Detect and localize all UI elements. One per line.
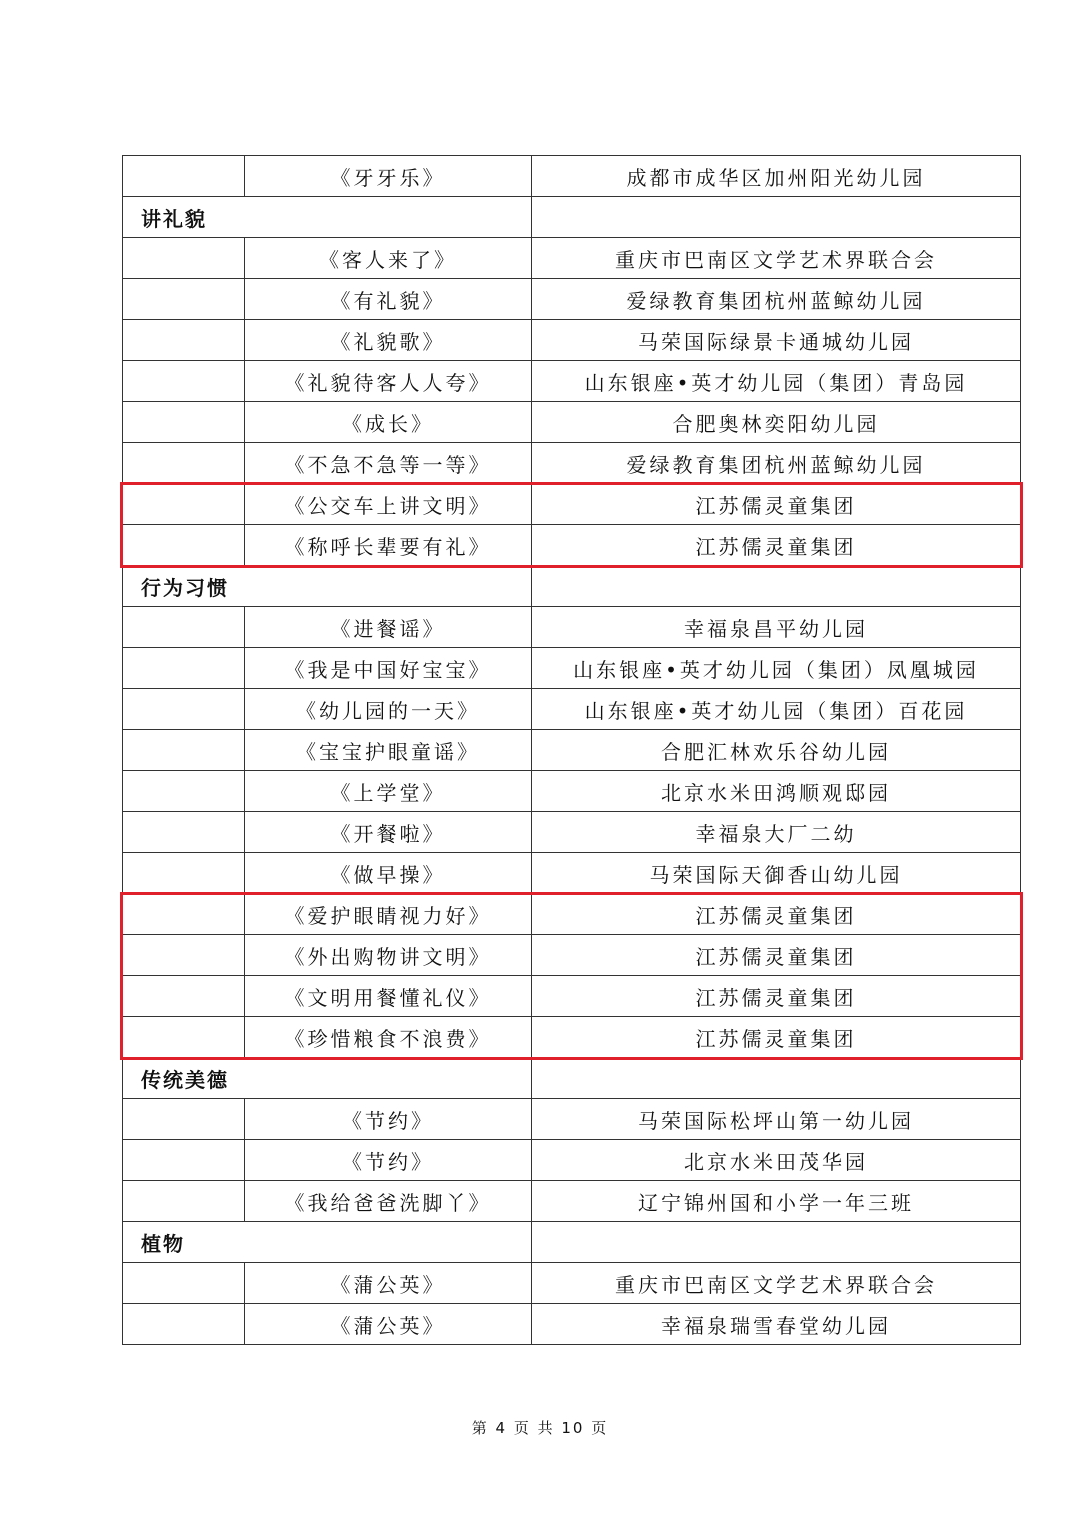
table-row xyxy=(123,771,1021,812)
empty-category-cell xyxy=(123,279,245,320)
category-label: 讲礼貌 xyxy=(123,197,532,238)
organization-name: 山东银座•英才幼儿园（集团）百花园 xyxy=(532,689,1021,730)
organization-name: 山东银座•英才幼儿园（集团）青岛园 xyxy=(532,361,1021,402)
empty-category-cell xyxy=(123,320,245,361)
table-row xyxy=(123,812,1021,853)
organization-name: 合肥汇林欢乐谷幼儿园 xyxy=(532,730,1021,771)
table-row xyxy=(123,976,1021,1017)
empty-category-cell xyxy=(123,402,245,443)
empty-category-cell xyxy=(123,812,245,853)
work-title: 《上学堂》 xyxy=(245,771,532,812)
organization-name: 幸福泉昌平幼儿园 xyxy=(532,607,1021,648)
empty-category-cell xyxy=(123,894,245,935)
work-title: 《开餐啦》 xyxy=(245,812,532,853)
empty-category-cell xyxy=(123,648,245,689)
works-table-body xyxy=(123,156,1021,1345)
page-footer: 第 4 页 共 10 页 xyxy=(471,1419,609,1437)
work-title: 《珍惜粮食不浪费》 xyxy=(245,1017,532,1058)
empty-category-cell xyxy=(123,976,245,1017)
table-row xyxy=(123,238,1021,279)
organization-name: 江苏儒灵童集团 xyxy=(532,976,1021,1017)
table-row xyxy=(123,894,1021,935)
work-title: 《我是中国好宝宝》 xyxy=(245,648,532,689)
empty-category-cell xyxy=(123,1140,245,1181)
empty-category-cell xyxy=(123,238,245,279)
organization-name: 辽宁锦州国和小学一年三班 xyxy=(532,1181,1021,1222)
organization-name: 江苏儒灵童集团 xyxy=(532,484,1021,525)
table-row xyxy=(123,648,1021,689)
work-title: 《爱护眼睛视力好》 xyxy=(245,894,532,935)
category-label: 传统美德 xyxy=(123,1058,532,1099)
empty-category-cell xyxy=(123,1099,245,1140)
empty-category-cell xyxy=(123,484,245,525)
work-title: 《节约》 xyxy=(245,1140,532,1181)
organization-name: 幸福泉大厂二幼 xyxy=(532,812,1021,853)
category-row xyxy=(123,1058,1021,1099)
table-row xyxy=(123,525,1021,566)
table-row xyxy=(123,1304,1021,1345)
empty-cell xyxy=(532,197,1021,238)
work-title: 《节约》 xyxy=(245,1099,532,1140)
work-title: 《成长》 xyxy=(245,402,532,443)
category-label: 植物 xyxy=(123,1222,532,1263)
empty-category-cell xyxy=(123,1263,245,1304)
table-row xyxy=(123,730,1021,771)
table-row xyxy=(123,402,1021,443)
table-row xyxy=(123,1263,1021,1304)
work-title: 《外出购物讲文明》 xyxy=(245,935,532,976)
work-title: 《礼貌待客人人夸》 xyxy=(245,361,532,402)
organization-name: 马荣国际天御香山幼儿园 xyxy=(532,853,1021,894)
empty-category-cell xyxy=(123,156,245,197)
organization-name: 北京水米田茂华园 xyxy=(532,1140,1021,1181)
table-row xyxy=(123,361,1021,402)
table-row xyxy=(123,156,1021,197)
work-title: 《做早操》 xyxy=(245,853,532,894)
empty-category-cell xyxy=(123,853,245,894)
category-row xyxy=(123,566,1021,607)
work-title: 《公交车上讲文明》 xyxy=(245,484,532,525)
organization-name: 爱绿教育集团杭州蓝鲸幼儿园 xyxy=(532,279,1021,320)
empty-category-cell xyxy=(123,730,245,771)
table-row xyxy=(123,935,1021,976)
organization-name: 山东银座•英才幼儿园（集团）凤凰城园 xyxy=(532,648,1021,689)
empty-category-cell xyxy=(123,1181,245,1222)
work-title: 《宝宝护眼童谣》 xyxy=(245,730,532,771)
work-title: 《进餐谣》 xyxy=(245,607,532,648)
organization-name: 北京水米田鸿顺观邸园 xyxy=(532,771,1021,812)
table-row xyxy=(123,1181,1021,1222)
empty-cell xyxy=(532,566,1021,607)
empty-category-cell xyxy=(123,1017,245,1058)
works-table xyxy=(122,155,1021,1345)
table-row xyxy=(123,1017,1021,1058)
table-row xyxy=(123,853,1021,894)
empty-cell xyxy=(532,1058,1021,1099)
empty-category-cell xyxy=(123,443,245,484)
work-title: 《不急不急等一等》 xyxy=(245,443,532,484)
category-row xyxy=(123,197,1021,238)
organization-name: 江苏儒灵童集团 xyxy=(532,1017,1021,1058)
table-row xyxy=(123,689,1021,730)
empty-category-cell xyxy=(123,607,245,648)
organization-name: 马荣国际绿景卡通城幼儿园 xyxy=(532,320,1021,361)
empty-category-cell xyxy=(123,689,245,730)
work-title: 《文明用餐懂礼仪》 xyxy=(245,976,532,1017)
organization-name: 幸福泉瑞雪春堂幼儿园 xyxy=(532,1304,1021,1345)
organization-name: 江苏儒灵童集团 xyxy=(532,525,1021,566)
empty-category-cell xyxy=(123,1304,245,1345)
work-title: 《有礼貌》 xyxy=(245,279,532,320)
category-row xyxy=(123,1222,1021,1263)
empty-category-cell xyxy=(123,361,245,402)
organization-name: 爱绿教育集团杭州蓝鲸幼儿园 xyxy=(532,443,1021,484)
organization-name: 江苏儒灵童集团 xyxy=(532,935,1021,976)
table-row xyxy=(123,607,1021,648)
empty-category-cell xyxy=(123,771,245,812)
work-title: 《幼儿园的一天》 xyxy=(245,689,532,730)
empty-cell xyxy=(532,1222,1021,1263)
table-row xyxy=(123,1140,1021,1181)
organization-name: 马荣国际松坪山第一幼儿园 xyxy=(532,1099,1021,1140)
work-title: 《称呼长辈要有礼》 xyxy=(245,525,532,566)
table-row xyxy=(123,320,1021,361)
work-title: 《客人来了》 xyxy=(245,238,532,279)
organization-name: 成都市成华区加州阳光幼儿园 xyxy=(532,156,1021,197)
work-title: 《牙牙乐》 xyxy=(245,156,532,197)
work-title: 《蒲公英》 xyxy=(245,1304,532,1345)
table-row xyxy=(123,443,1021,484)
organization-name: 重庆市巴南区文学艺术界联合会 xyxy=(532,1263,1021,1304)
category-label: 行为习惯 xyxy=(123,566,532,607)
work-title: 《我给爸爸洗脚丫》 xyxy=(245,1181,532,1222)
table-row xyxy=(123,1099,1021,1140)
empty-category-cell xyxy=(123,935,245,976)
table-row xyxy=(123,279,1021,320)
work-title: 《蒲公英》 xyxy=(245,1263,532,1304)
work-title: 《礼貌歌》 xyxy=(245,320,532,361)
table-row xyxy=(123,484,1021,525)
organization-name: 江苏儒灵童集团 xyxy=(532,894,1021,935)
organization-name: 合肥奥林奕阳幼儿园 xyxy=(532,402,1021,443)
empty-category-cell xyxy=(123,525,245,566)
organization-name: 重庆市巴南区文学艺术界联合会 xyxy=(532,238,1021,279)
